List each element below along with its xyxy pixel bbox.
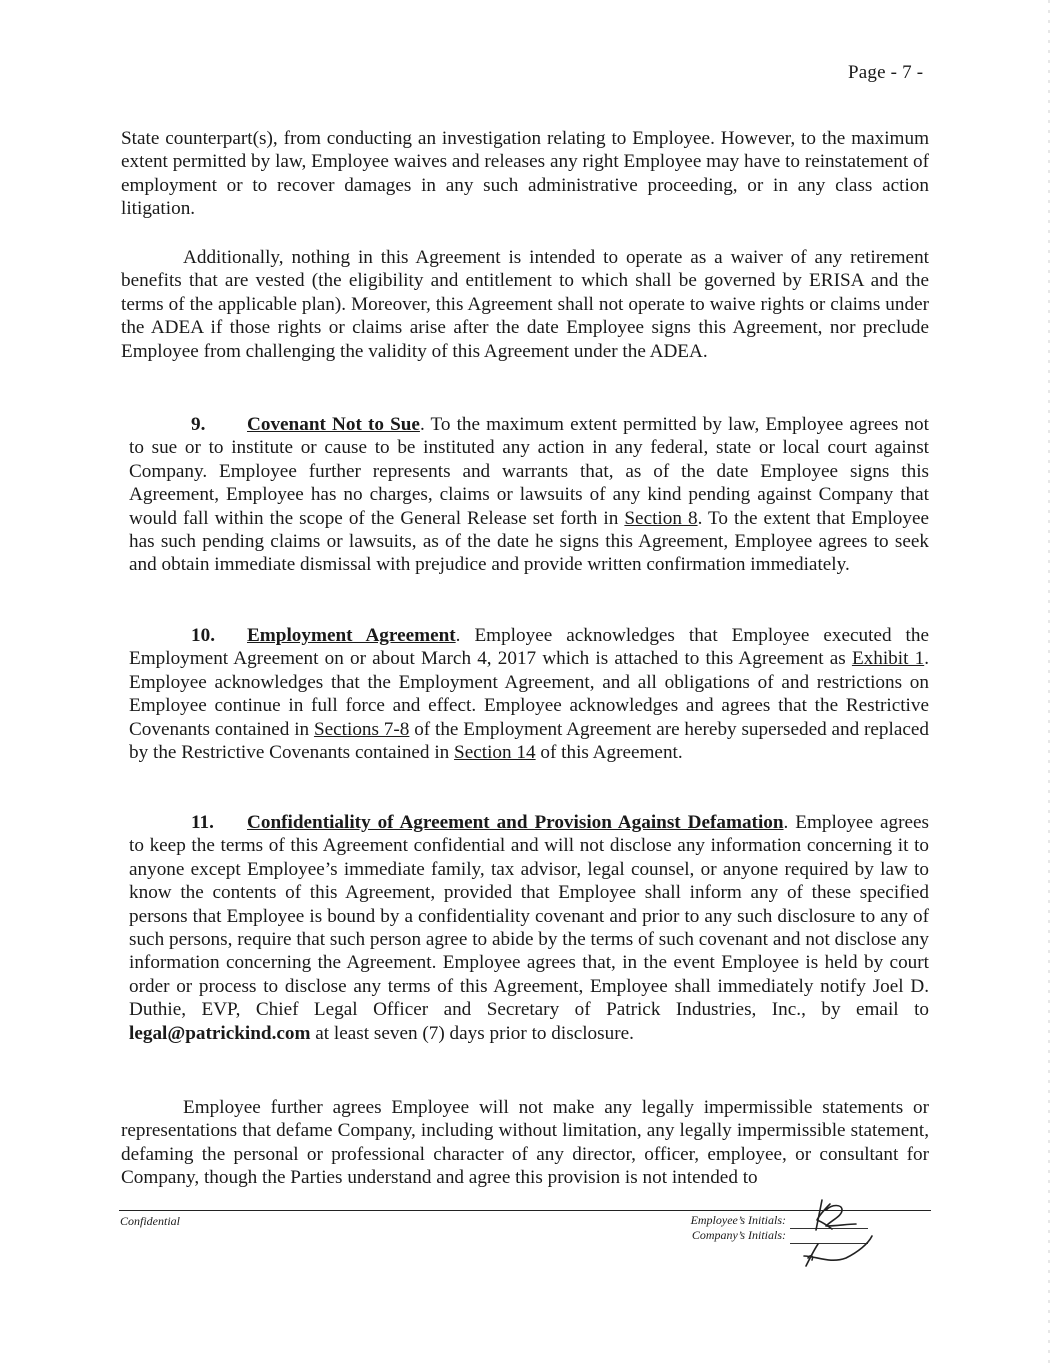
section-11-number: 11. bbox=[191, 812, 214, 833]
section-9-number: 9. bbox=[191, 414, 206, 435]
section-10 bbox=[129, 624, 929, 764]
section-9 bbox=[129, 413, 929, 577]
paragraph-continuation: State counterpart(s), from conducting an investigation relating to Employee. However, to the maximum extent permitted by law, Employee waives and releases any right Employee may have to reinstatement of employment or to recover damages in any such administrative proceeding, or in any class action litigation. bbox=[121, 128, 929, 220]
paragraph-retirement-benefits: Additionally, nothing in this Agreement is intended to operate as a waiver of any retirement benefits that are vested (the eligibility and entitlement to which shall be governed by ERISA and the terms of the applicable plan). Moreover, this Agreement shall not operate to waive rights or claims under the ADEA if those rights or claims arise after the date Employee signs this Agreement, nor preclude Employee from challenging the validity of this Agreement under the ADEA. bbox=[121, 247, 929, 362]
section-10-section-reference: Section 14 bbox=[454, 742, 536, 764]
section-11 bbox=[129, 811, 929, 1045]
section-10-text-3: of the Employment Agreement are hereby superseded and replaced by the Restrictive Covenants contained in bbox=[129, 718, 930, 764]
section-10-text-end: of this Agreement. bbox=[535, 742, 683, 764]
section-10-exhibit-reference: Exhibit 1 bbox=[851, 648, 925, 670]
page-number: Page - 7 - bbox=[848, 62, 924, 83]
company-initials-label: Company’s Initials: bbox=[691, 1228, 786, 1242]
footer-initials-labels bbox=[668, 1213, 786, 1243]
scan-edge-marks bbox=[1047, 0, 1051, 1365]
section-9-text: . To the maximum extent permitted by law, Employee agrees not to sue or to institute or cause to be instituted any action in any federal, state or local court against Company. Employee further represents and warrants that, as of the date Employee signs this Agreement, Employee has no charges, claims or lawsuits of any kind pending against Company that would fall within the scope of the General Release set forth in bbox=[129, 414, 929, 529]
section-10-text: . Employee acknowledges that Employee executed the Employment Agreement on or about March 4, 2017 which is attached to this Agreement as bbox=[129, 625, 929, 670]
employee-initials-stroke-3 bbox=[826, 1206, 856, 1227]
section-11-text: . Employee agrees to keep the terms of this Agreement confidential and will not disclose any information concerning it to anyone except Employee’s immediate family, tax advisor, legal counsel, or anyone required by law to know the contents of this Agreement, provided that Employee shall inform any of these specified persons that Employee is bound by a confidentiality covenant and prior to any such disclosure to any of such persons, require that such person agree to abide by the terms of such covenant and not disclose any information concerning the Agreement. Employee agrees that, in the event Employee is held by court order or process to disclose any terms of this Agreement, Employee shall immediately notify Joel D. Duthie, EVP, Chief Legal Officer and Secretary of Patrick Industries, Inc., by email to bbox=[129, 812, 929, 1021]
section-9-text-end: . To the extent that Employee has such pending claims or lawsuits, as of the date he signs this Agreement, Employee agrees to seek and obtain immediate dismissal with prejudice and provide written confirmation immediately. bbox=[129, 507, 930, 576]
section-10-text-2: . Employee acknowledges that the Employment Agreement, and all obligations of and restrictions on Employee continue in full force and effect. Employee acknowledges and agrees that the Restrictive Covenants contained in bbox=[129, 648, 929, 740]
section-9-heading: Covenant Not to Sue bbox=[247, 414, 420, 435]
section-11-text-end: at least seven (7) days prior to disclosure. bbox=[310, 1022, 634, 1044]
legal-email: legal@patrickind.com bbox=[129, 1022, 311, 1044]
section-10-number: 10. bbox=[191, 625, 215, 646]
section-11-heading: Confidentiality of Agreement and Provision Against Defamation bbox=[247, 812, 784, 833]
paragraph-defamation: Employee further agrees Employee will not make any legally impermissible statements or representations that defame Company, including without limitation, any legally impermissible statement, defaming the personal or professional character of any director, officer, employee, or consultant for Company, though the Parties understand and agree this provision is not intended to bbox=[121, 1097, 929, 1189]
section-10-heading: Employment Agreement bbox=[247, 625, 456, 646]
employee-initials-label: Employee’s Initials: bbox=[690, 1213, 786, 1227]
section-10-sections-reference: Sections 7-8 bbox=[313, 718, 410, 740]
company-initials-stroke-2 bbox=[804, 1236, 872, 1260]
company-initials-stroke-1 bbox=[806, 1244, 818, 1266]
section-9-reference: Section 8 bbox=[624, 507, 698, 529]
handwritten-initials bbox=[796, 1196, 886, 1268]
footer-confidential-label: Confidential bbox=[120, 1214, 180, 1228]
